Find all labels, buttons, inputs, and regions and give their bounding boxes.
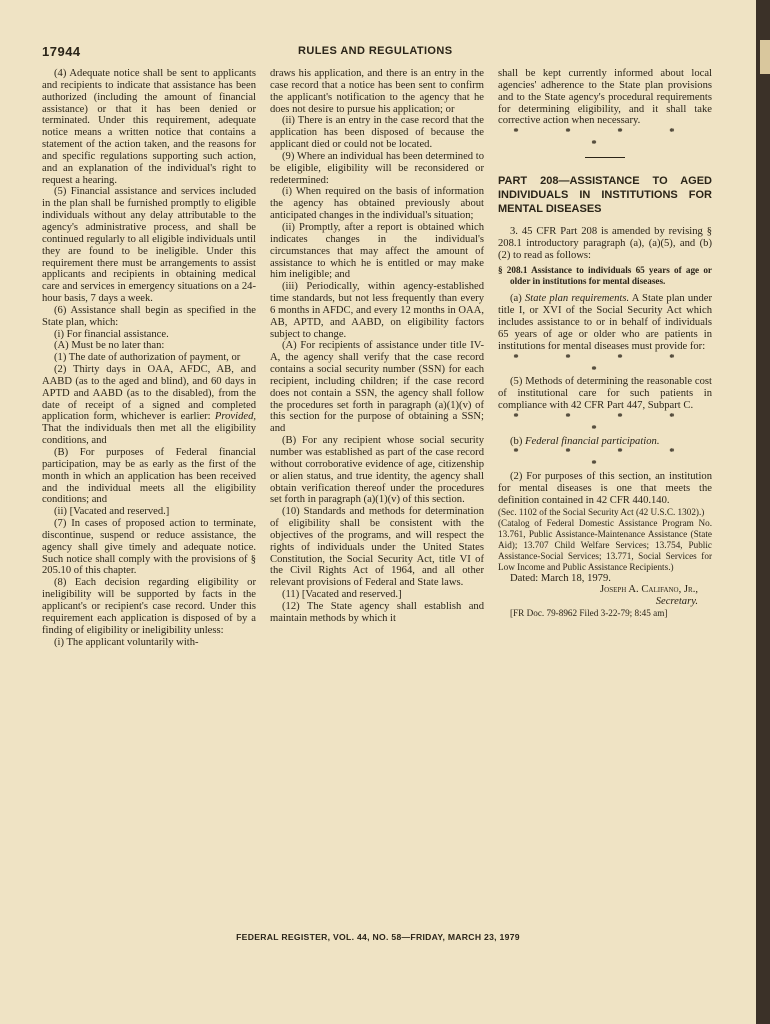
paragraph: (5) Methods of determining the reasonable cost of institutional care for such patients in compliance with 42 CFR Part 447, Subpart C. xyxy=(498,376,712,412)
paragraph: (5) Financial assistance and services included in the plan shall be furnished promptly to eligible individuals without any delay attributable to the agency's administrative process, and shall be continued regularly to all eligible individuals until they are found to be ineligible. Under this requirement there must be arrangements to assist applicants and recipients in obtaining medical care and services in emergency situations on a 24-hour basis, 7 days a week. xyxy=(42,186,256,305)
subsection-title: State plan requirements. xyxy=(524,293,630,305)
dated-line: Dated: March 18, 1979. xyxy=(510,572,611,584)
paragraph: (A) For recipients of assistance under title IV-A, the agency shall verify that the case record contains a social security number (SSN) for each recipient, including children; if the case record does not contain a SSN, the agency shall follow the procedures set forth in paragraph (a)(1)(v) of this section for the purpose of obtaining a SSN; and xyxy=(270,340,484,435)
signer-title: Secretary. xyxy=(655,596,698,608)
paragraph: (ii) There is an entry in the case record that the application has been disposed of because the applicant died or could not be located. xyxy=(270,115,484,151)
page-edge xyxy=(756,0,770,1024)
paragraph: (iii) Periodically, within agency-established time standards, but not less frequently than every 6 months in AFDC, and every 12 months in OAA, AB, APTD, and AABD, on eligibility factors subject to change. xyxy=(270,281,484,340)
paragraph xyxy=(498,436,712,448)
ellipsis-stars: * * * * * xyxy=(513,447,697,471)
paragraph: (B) For any recipient whose social security number was established as part of the case record without corroborative evidence of age, citizenship or alien status, and true identity, the agency shall obtain verification thereof under the procedures set forth in paragraph (a)(1)(v) of this section. xyxy=(270,435,484,506)
running-head: RULES AND REGULATIONS xyxy=(298,45,453,57)
paragraph: (ii) Promptly, after a report is obtained which indicates changes in the individual's circumstances that may affect the amount of assistance to which he is entitled or may make him ineligible; and xyxy=(270,221,484,281)
paragraph: (11) [Vacated and reserved.] xyxy=(282,589,402,601)
subsection-label: (a) xyxy=(510,293,522,305)
divider xyxy=(585,157,625,158)
ellipsis-stars: * * * * * xyxy=(513,352,697,376)
paragraph: (2) For purposes of this section, an institution for mental diseases is one that meets the definition contained in 42 CFR 440.140. xyxy=(498,471,712,506)
paragraph-text: A State plan under title I, or XVI of the Social Security Act which includes assistance to or in behalf of individuals 65 years of age or older who are patients in institutions for mental diseases must provide for: xyxy=(498,293,712,352)
page-tab xyxy=(760,40,770,74)
paragraph: (1) The date of authorization of payment, or xyxy=(54,352,241,364)
subsection-title: Federal financial participation. xyxy=(525,435,660,447)
paragraph: (4) Adequate notice shall be sent to applicants and recipients to indicate that assistance has been authorized (including the amount of financial assistance) or that it has been denied or terminated. Under this requirement, adequate notice means a written notice that contains a statement of the action taken, and the reasons for and specific regulations supporting such action, and an explanation of the individual's right to request a hearing. xyxy=(42,68,256,186)
page-number: 17944 xyxy=(42,44,81,59)
paragraph: 3. 45 CFR Part 208 is amended by revising § 208.1 introductory paragraph (a), (a)(5), and (b)(2) to read as follows: xyxy=(498,225,712,261)
paragraph: (ii) [Vacated and reserved.] xyxy=(54,506,170,518)
part-heading: PART 208—ASSISTANCE TO AGED INDIVIDUALS IN INSTITUTIONS FOR MENTAL DISEASES xyxy=(498,174,712,215)
paragraph: (i) When required on the basis of information the agency has obtained previously about anticipated changes in the individual's situation; xyxy=(270,186,484,222)
authority-citation: (Sec. 1102 of the Social Security Act (42 U.S.C. 1302).) xyxy=(498,506,705,517)
proviso-label: Provided, xyxy=(214,411,257,423)
paragraph: (8) Each decision regarding eligibility or ineligibility will be supported by facts in the applicant's or recipient's case record. Under this requirement each application is disposed of by a finding of eligibility or ineligibility unless: xyxy=(42,577,256,636)
column-2 xyxy=(270,68,484,625)
signer-name: Joseph A. Califano, Jr., xyxy=(600,584,698,596)
paragraph: (10) Standards and methods for determination of eligibility shall be consistent with the objectives of the programs, and will respect the rights of individuals under the United States Constitution, the Social Security Act, title VI of the Civil Rights Act of 1964, and all other relevant provisions of Federal and State laws. xyxy=(270,506,484,589)
paragraph: (i) The applicant voluntarily with- xyxy=(54,636,199,648)
paragraph: shall be kept currently informed about local agencies' adherence to the State plan provisions and to the State agency's procedural requirements for determining eligibility, and it shall take corrective action when necessary. xyxy=(498,68,712,127)
paragraph: (12) The State agency shall establish and maintain methods by which it xyxy=(270,600,484,624)
paragraph: (A) Must be no later than: xyxy=(54,340,165,352)
catalog-citation: (Catalog of Federal Domestic Assistance Program No. 13.761, Public Assistance-Maintenance Assistance (State Aid); 13.707 Child Welfare Services; 13.754, Public Assistance-Social Services; 13.771, Social Services for Low Income and Public Assistance Recipients.) xyxy=(498,517,712,572)
paragraph: (i) For financial assistance. xyxy=(54,328,169,340)
column-3 xyxy=(498,68,712,619)
page-footer: FEDERAL REGISTER, VOL. 44, NO. 58—FRIDAY, MARCH 23, 1979 xyxy=(236,932,520,942)
section-heading: § 208.1 Assistance to individuals 65 years of age or older in institutions for mental diseases. xyxy=(498,265,712,287)
paragraph-with-proviso xyxy=(42,364,256,447)
paragraph xyxy=(498,293,712,352)
ellipsis-stars: * * * * * xyxy=(513,411,697,435)
fr-doc-line: [FR Doc. 79-8962 Filed 3-22-79; 8:45 am] xyxy=(510,608,668,619)
paragraph: (9) Where an individual has been determined to be eligible, eligibility will be reconsidered or redetermined: xyxy=(270,150,484,186)
column-1 xyxy=(42,68,256,648)
proviso-text: That the individuals then met all the eligibility conditions, and xyxy=(42,423,256,447)
paragraph: (6) Assistance shall begin as specified in the State plan, which: xyxy=(42,304,256,328)
ellipsis-stars: * * * * * xyxy=(513,127,697,151)
paragraph-text: (2) Thirty days in OAA, AFDC, AB, and AABD (as to the aged and blind), and 60 days in APTD and AABD (as to the disabled), from the date of receipt of a signed and completed application form, whichever is earlier: xyxy=(42,364,256,423)
paragraph: (7) In cases of proposed action to terminate, discontinue, suspend or reduce assistance, the agency shall give timely and adequate notice. Such notice shall comply with the provisions of § 205.10 of this chapter. xyxy=(42,518,256,577)
subsection-label: (b) xyxy=(510,435,523,447)
paragraph: draws his application, and there is an entry in the case record that a notice has been sent to confirm the applicant's notification to the agency that he does not desire to pursue his application; or xyxy=(270,68,484,115)
paragraph: (B) For purposes of Federal financial participation, may be as early as the first of the month in which an application has been received and the individual meets all the eligibility conditions; and xyxy=(42,447,256,506)
